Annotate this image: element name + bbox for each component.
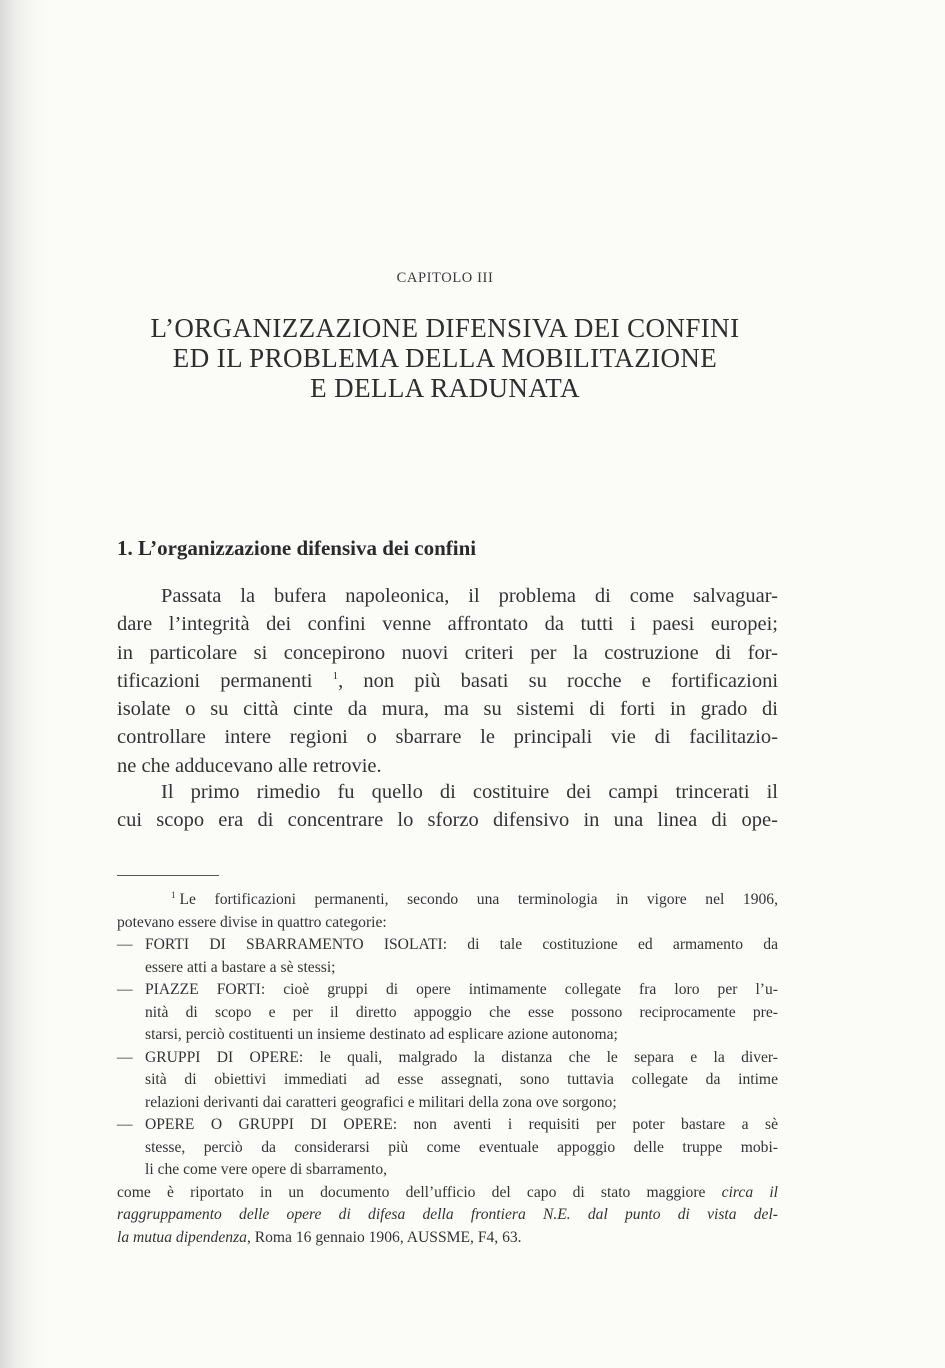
text-segment: GRUPPI DI OPERE: le quali, malgrado la distanza che le separa e la diver- <box>145 1048 778 1066</box>
text-segment: essere atti a bastare a sè stessi; <box>145 958 336 976</box>
text-line <box>117 667 778 695</box>
footnote-item-line <box>117 957 778 980</box>
paragraph-1 <box>117 582 778 780</box>
footnote-reference[interactable]: 1 <box>332 669 339 682</box>
footnote-item-line <box>117 1069 778 1092</box>
dash-bullet: — <box>117 1048 133 1066</box>
footnote-line <box>117 1227 778 1250</box>
chapter-title-line: E DELLA RADUNATA <box>310 373 580 403</box>
text-segment: PIAZZE FORTI: cioè gruppi di opere intimamente collegate fra loro per l’u- <box>145 981 778 998</box>
text-segment: Le fortificazioni permanenti, secondo una terminologia in vigore nel 1906, <box>179 891 778 908</box>
text-segment: nità di scopo e per il diretto appoggio che esse possono reciprocamente pre- <box>145 1003 778 1021</box>
text-line: cui scopo era di concentrare lo sforzo difensivo in una linea di ope- <box>117 809 778 832</box>
italic-segment: raggruppamento delle opere di difesa della frontiera N.E. dal punto di vista del- <box>117 1206 778 1223</box>
footnote-item-line <box>117 1114 778 1137</box>
text-line: dare l’integrità dei confini venne affrontato da tutti i paesi europei; <box>117 613 778 636</box>
text-segment: sità di obiettivi immediati ad esse assegnati, sono tuttavia collegate da intime <box>145 1071 778 1088</box>
italic-segment: circa il <box>721 1183 778 1201</box>
footnote-line <box>117 1182 778 1205</box>
footnote-line: potevano essere divise in quattro categorie: <box>117 913 387 931</box>
text-segment: starsi, perciò costituenti un insieme destinato ad esplicare azione autonoma; <box>145 1026 618 1043</box>
dash-bullet: — <box>117 981 133 998</box>
footnote-item-line <box>117 1024 778 1047</box>
footnote-line <box>117 889 778 912</box>
footnote-item-line <box>117 934 778 957</box>
dash-bullet: — <box>117 1116 133 1133</box>
footnote-line <box>117 1204 778 1227</box>
chapter-title-line: ED IL PROBLEMA DELLA MOBILITAZIONE <box>172 343 718 373</box>
text-line: controllare intere regioni o sbarrare le principali vie di facilitazio- <box>117 726 778 749</box>
section-heading: 1. L’organizzazione difensiva dei confini <box>117 536 477 560</box>
text-line: ne che adducevano alle retrovie. <box>117 754 382 777</box>
paragraph-2 <box>117 778 778 835</box>
text-segment: OPERE O GRUPPI DI OPERE: non aventi i requisiti per poter bastare a sè <box>145 1116 778 1133</box>
text-segment: tificazioni permanenti <box>117 669 313 692</box>
footnote-item-line <box>117 1092 778 1115</box>
footnote-item-line <box>117 1002 778 1025</box>
text-line: Il primo rimedio fu quello di costituire dei campi trincerati il <box>161 781 778 803</box>
chapter-title <box>0 313 890 403</box>
footnote-item-line <box>117 1159 778 1182</box>
dash-bullet: — <box>117 936 133 953</box>
footnote-1 <box>117 889 778 1249</box>
chapter-title-line: L’ORGANIZZAZIONE DIFENSIVA DEI CONFINI <box>150 313 740 343</box>
text-segment: , Roma 16 gennaio 1906, AUSSME, F4, 63. <box>246 1228 522 1246</box>
text-segment: relazioni derivanti dai caratteri geografici e militari della zona ove sorgono; <box>145 1093 617 1111</box>
text-segment: li che come vere opere di sbarramento, <box>145 1161 388 1178</box>
footnote-number: 1 <box>171 890 176 900</box>
footnote-separator <box>117 875 219 876</box>
text-line: Passata la bufera napoleonica, il problema di come salvaguar- <box>161 585 778 607</box>
footnote-item-line <box>117 1137 778 1160</box>
italic-segment: la mutua dipendenza <box>117 1228 247 1246</box>
text-segment: FORTI DI SBARRAMENTO ISOLATI: di tale costituzione ed armamento da <box>145 936 778 953</box>
text-line: in particolare si concepirono nuovi criteri per la costruzione di for- <box>117 641 778 664</box>
text-segment: come è riportato in un documento dell’ufficio del capo di stato maggiore <box>117 1183 706 1201</box>
text-segment: , non più basati su rocche e fortificazioni <box>338 669 779 692</box>
footnote-item-line <box>117 979 778 1002</box>
text-line: isolate o su città cinte da mura, ma su sistemi di forti in grado di <box>117 698 778 721</box>
footnote-item-line <box>117 1047 778 1070</box>
chapter-label: CAPITOLO III <box>396 270 494 286</box>
text-segment: stesse, perciò da considerarsi più come eventuale appoggio delle truppe mobi- <box>145 1138 778 1156</box>
